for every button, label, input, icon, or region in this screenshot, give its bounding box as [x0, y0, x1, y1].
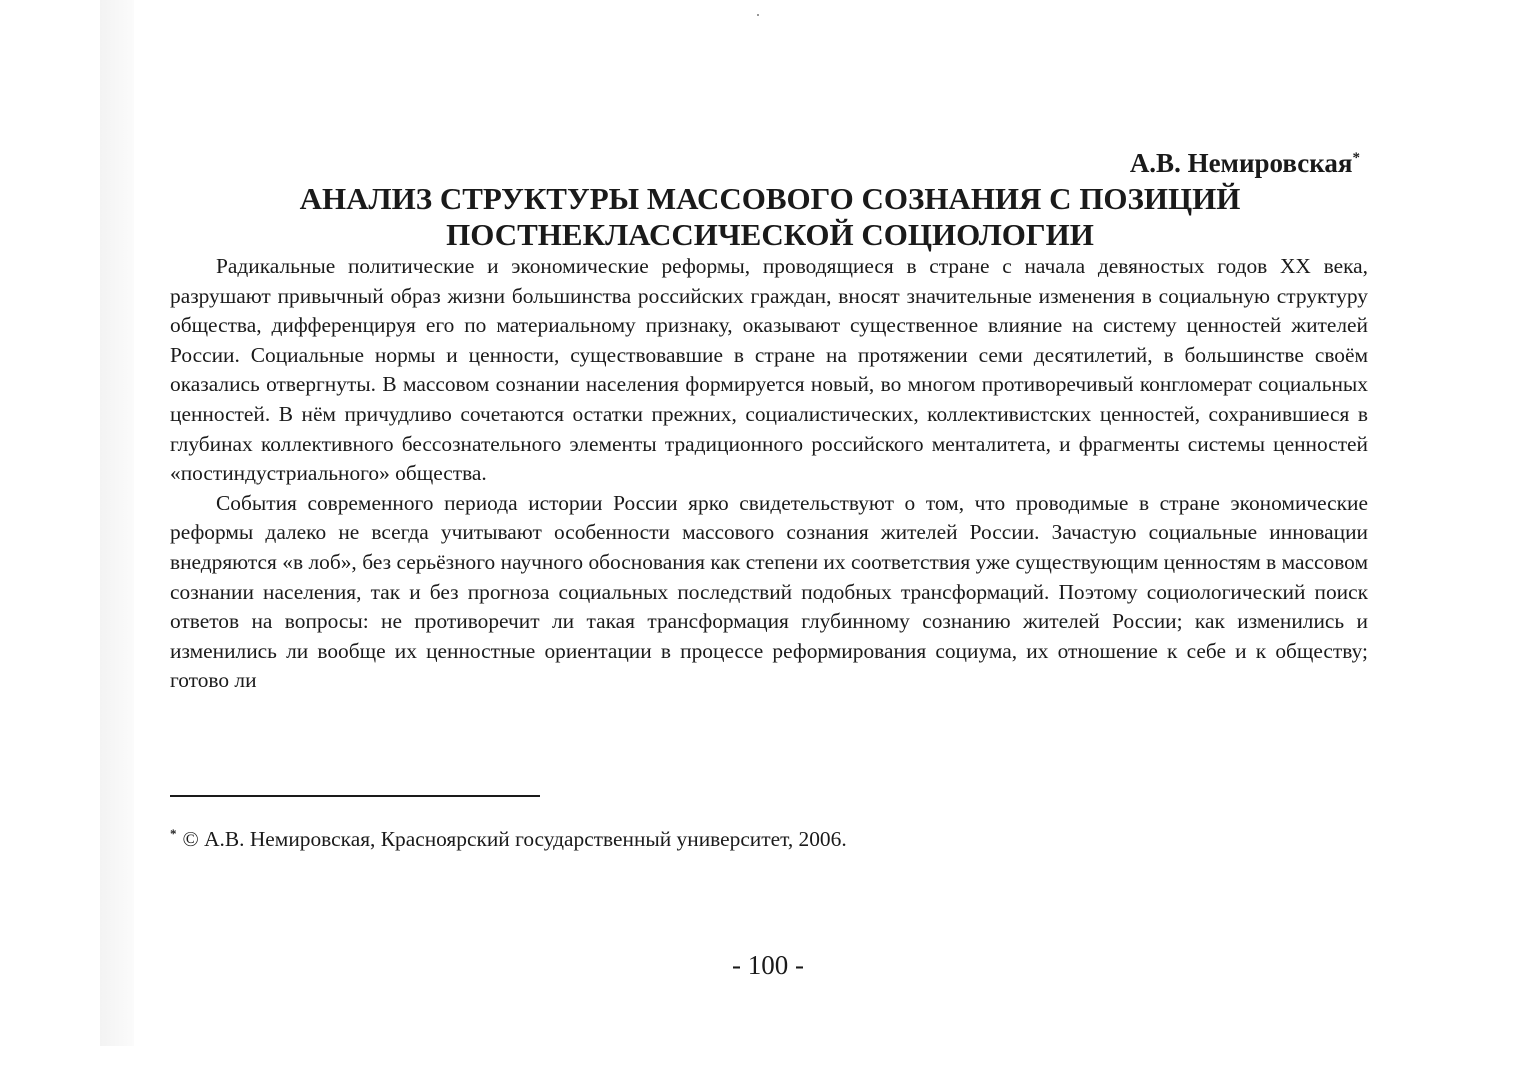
- article-title-line-1: АНАЛИЗ СТРУКТУРЫ МАССОВОГО СОЗНАНИЯ С ПОЗИЦИЙ: [299, 181, 1241, 216]
- scan-speck: [757, 14, 759, 16]
- footnote: [170, 826, 847, 852]
- author-name: [1130, 148, 1360, 179]
- footnote-separator: [170, 795, 540, 797]
- footnote-mark: *: [170, 826, 177, 841]
- page-number: - 100 -: [732, 950, 804, 980]
- author-text: А.В. Немировская: [1129, 148, 1353, 178]
- paragraph-1: Радикальные политические и экономические реформы, проводящиеся в стране с начала девяностых годов XX века, разрушают привычный образ жизни большинства российских граждан, вносят значительные изменения в социальную структуру общества, дифференцируя его по материальному признаку, оказывают существенное влияние на систему ценностей жителей России. Социальные нормы и ценности, существовавшие в стране на протяжении семи десятилетий, в большинстве своём оказались отвергнуты. В массовом сознании населения формируется новый, во многом противоречивый конгломерат социальных ценностей. В нём причудливо сочетаются остатки прежних, социалистических, коллективистских ценностей, сохранившиеся в глубинах коллективного бессознательного элементы традиционного российского менталитета, и фрагменты системы ценностей «постиндустриального» общества.: [170, 254, 1368, 486]
- footnote-text: © А.В. Немировская, Красноярский государственный университет, 2006.: [182, 827, 847, 852]
- article-title-line-2: ПОСТНЕКЛАССИЧЕСКОЙ СОЦИОЛОГИИ: [446, 217, 1094, 252]
- paragraph-2: События современного периода истории России ярко свидетельствуют о том, что проводимые в стране экономические реформы далеко не всегда учитывают особенности массового сознания жителей России. Зачастую социальные инновации внедряются «в лоб», без серьёзного научного обоснования как степени их соответствия уже существующим ценностям в массовом сознании населения, так и без прогноза социальных последствий подобных трансформаций. Поэтому социологический поиск ответов на вопросы: не противоречит ли такая трансформация глубинному сознанию жителей России; как изменились и изменились ли вообще их ценностные ориентации в процессе реформирования социума, их отношение к себе и к обществу; готово ли: [170, 490, 1368, 693]
- article-body: [170, 252, 1368, 696]
- scan-edge-shadow: [100, 0, 134, 1046]
- author-footnote-mark: *: [1352, 150, 1360, 166]
